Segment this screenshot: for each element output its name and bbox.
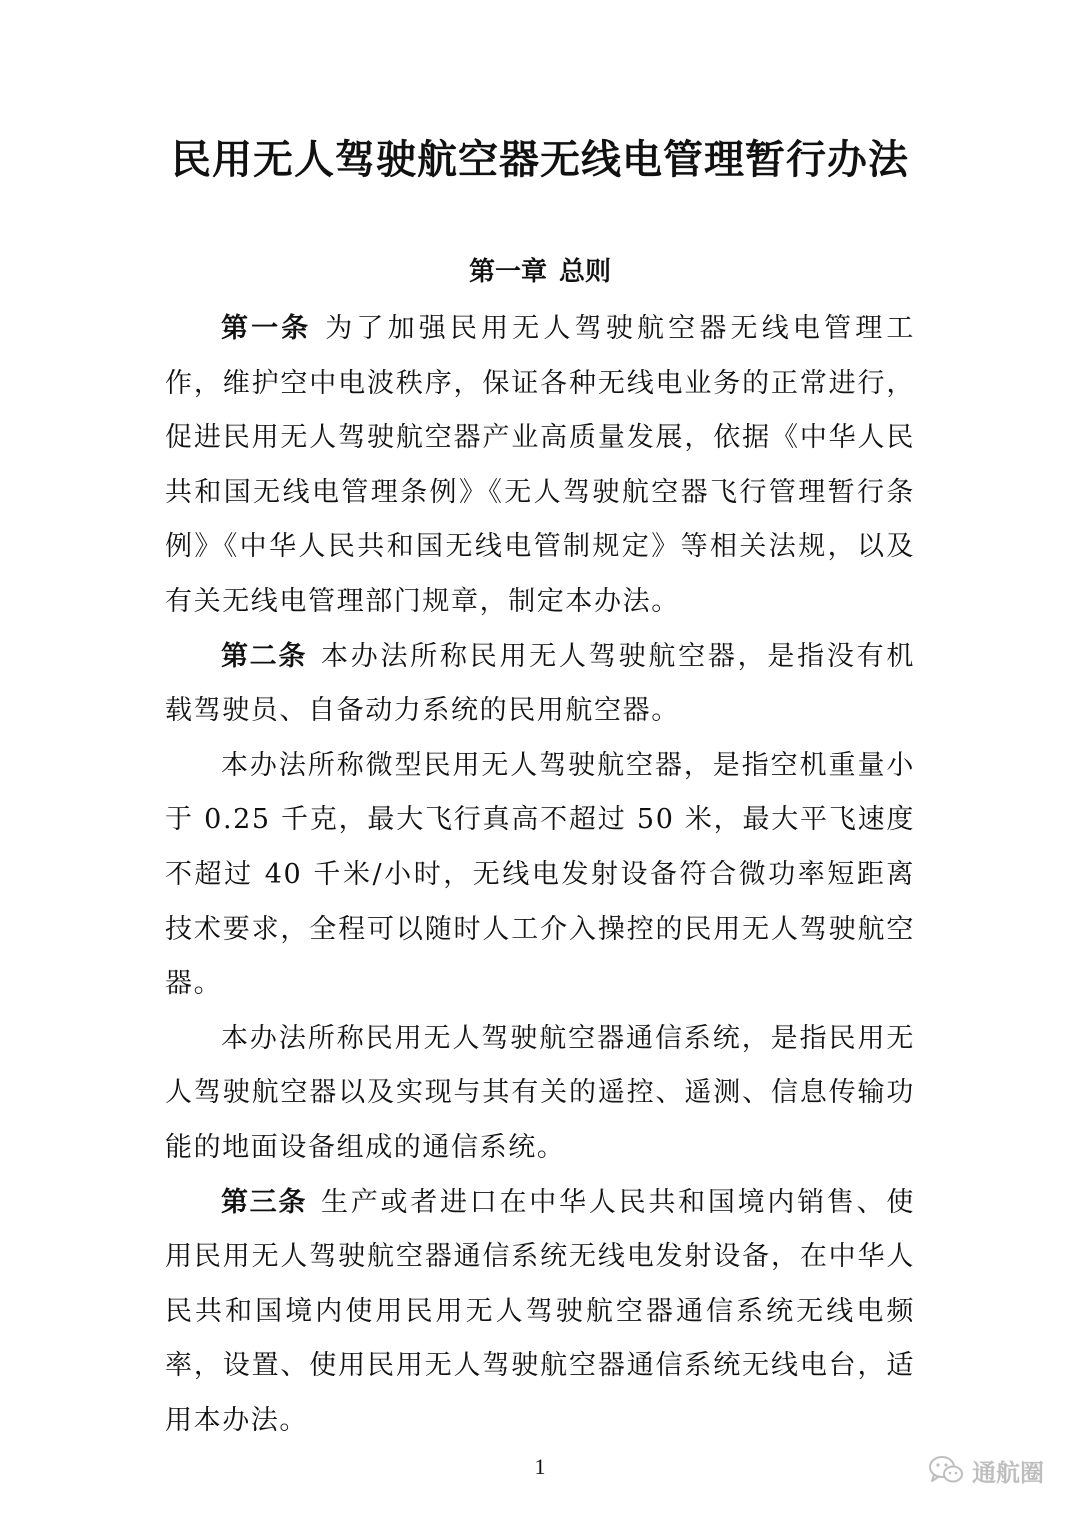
article-label: 第三条: [221, 1186, 307, 1218]
paragraph-text: 本办法所称民用无人驾驶航空器，是指没有机载驾驶员、自备动力系统的民用航空器。: [165, 640, 916, 727]
paragraph-text: 为了加强民用无人驾驶航空器无线电管理工作，维护空中电波秩序，保证各种无线电业务的正常进行，促进民用无人驾驶航空器产业高质量发展，依据《中华人民共和国无线电管理条例》《无人驾驶航空器飞行管理暂行条例》《中华人民共和国无线电管制规定》等相关法规，以及有关无线电管理部门规章，制定本办法。: [165, 313, 915, 617]
document-body: [165, 302, 915, 1448]
watermark: [928, 1452, 1044, 1488]
wechat-icon: [928, 1455, 964, 1485]
paragraph-article-2: [165, 630, 915, 739]
article-label: 第一条: [221, 313, 312, 344]
chapter-number: 第一章: [468, 257, 547, 287]
page-number: 1: [534, 1454, 546, 1479]
document-title: 民用无人驾驶航空器无线电管理暂行办法: [171, 136, 909, 183]
paragraph-article-1: [165, 302, 915, 630]
paragraph-text: 生产或者进口在中华人民共和国境内销售、使用民用无人驾驶航空器通信系统无线电发射设备，在中华人民共和国境内使用民用无人驾驶航空器通信系统无线电频率，设置、使用民用无人驾驶航空器通信系统无线电台，适用本办法。: [165, 1186, 916, 1436]
paragraph-text: 本办法所称微型民用无人驾驶航空器，是指空机重量小于 0.25 千克，最大飞行真高不超过 50 米，最大平飞速度不超过 40 千米/小时，无线电发射设备符合微功率短距离技术要求，全程可以随时人工介入操控的民用无人驾驶航空器。: [165, 749, 915, 1000]
watermark-text: 通航圈: [972, 1458, 1044, 1487]
paragraph-article-3: [165, 1176, 915, 1449]
paragraph-text: 本办法所称民用无人驾驶航空器通信系统，是指民用无人驾驶航空器以及实现与其有关的遥控、遥测、信息传输功能的地面设备组成的通信系统。: [165, 1022, 915, 1163]
article-label: 第二条: [221, 640, 307, 672]
paragraph-communication-system-definition: [165, 1012, 915, 1176]
chapter-name: 总则: [559, 257, 612, 287]
chapter-heading: [0, 252, 1080, 292]
paragraph-micro-uav-definition: [165, 739, 915, 1012]
